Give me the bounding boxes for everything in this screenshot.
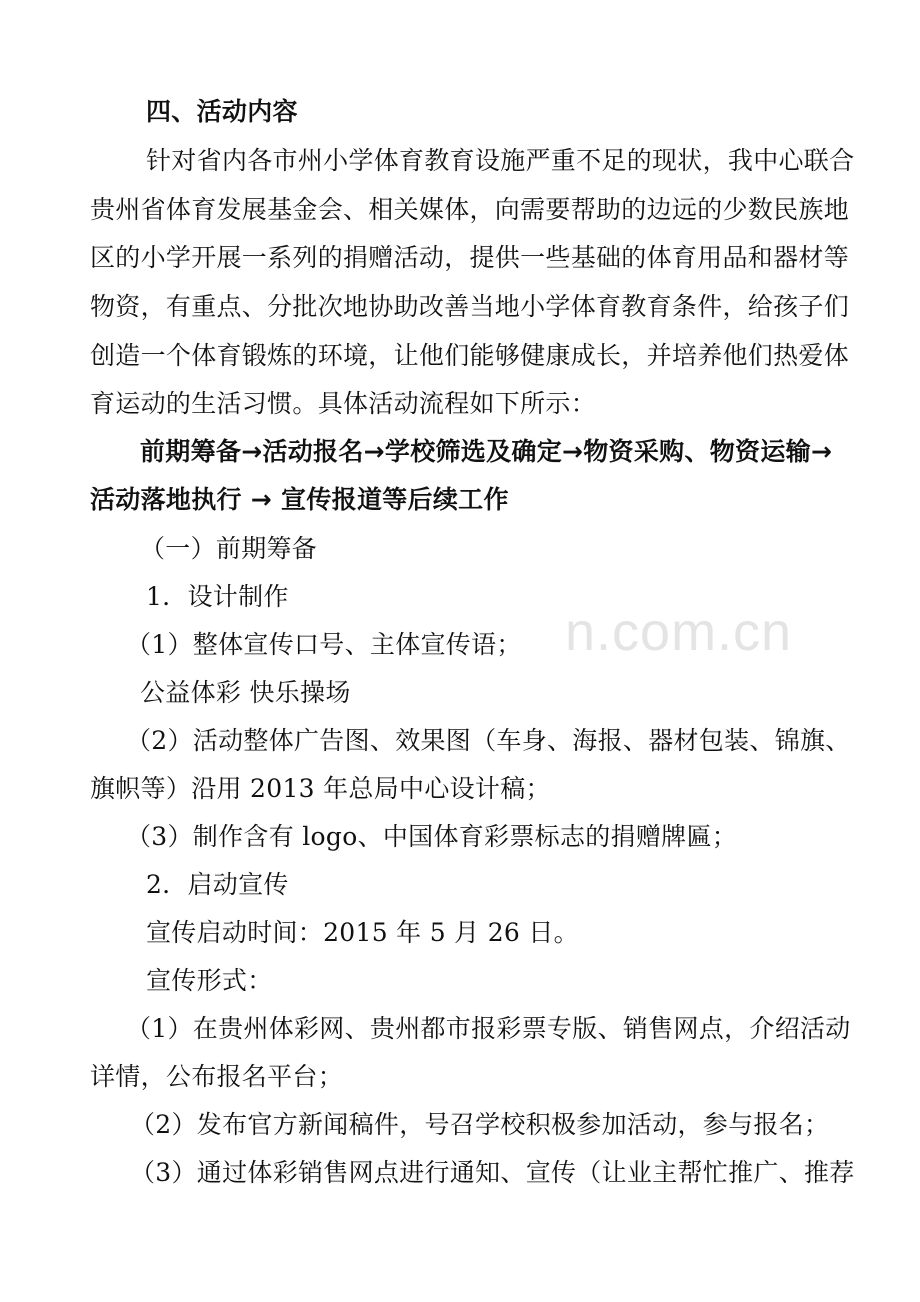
flow-line: 活动落地执行 → 宣传报道等后续工作 — [90, 485, 509, 514]
item-line: 旗帜等）沿用 2013 年总局中心设计稿； — [90, 774, 551, 803]
item-title: 2．启动宣传 — [146, 870, 289, 899]
item-line: （3）制作含有 logo、中国体育彩票标志的捐赠牌匾； — [126, 822, 738, 851]
intro-line: 物资，有重点、分批次地协助改善当地小学体育教育条件，给孩子们 — [90, 292, 850, 321]
section-heading: 四、活动内容 — [146, 97, 298, 126]
form-line: （2）发布官方新闻稿件，号召学校积极参加活动，参与报名； — [130, 1110, 830, 1139]
flow-line: 前期筹备→活动报名→学校筛选及确定→物资采购、物资运输→ — [140, 437, 833, 466]
form-line: 详情，公布报名平台； — [90, 1062, 344, 1091]
launch-time-text: 宣传启动时间：2015 年 5 月 26 日。 — [146, 918, 579, 947]
intro-line: 区的小学开展一系列的捐赠活动，提供一些基础的体育用品和器材等 — [90, 243, 850, 272]
form-label: 宣传形式： — [146, 966, 273, 995]
item-line: （1）整体宣传口号、主体宣传语； — [126, 630, 522, 659]
item-line: （2）活动整体广告图、效果图（车身、海报、器材包装、锦旗、 — [126, 726, 851, 755]
item-title: 1．设计制作 — [146, 582, 289, 611]
form-line: （3）通过体彩销售网点进行通知、宣传（让业主帮忙推广、推荐 — [130, 1158, 855, 1187]
slogan-text: 公益体彩 快乐操场 — [140, 678, 351, 707]
intro-line: 育运动的生活习惯。具体活动流程如下所示： — [90, 389, 597, 418]
intro-line: 针对省内各市州小学体育教育设施严重不足的现状，我中心联合 — [146, 146, 855, 175]
intro-line: 贵州省体育发展基金会、相关媒体，向需要帮助的边远的少数民族地 — [90, 195, 850, 224]
intro-line: 创造一个体育锻炼的环境，让他们能够健康成长，并培养他们热爱体 — [90, 341, 850, 370]
form-line: （1）在贵州体彩网、贵州都市报彩票专版、销售网点，介绍活动 — [126, 1014, 851, 1043]
subsection-title: （一）前期筹备 — [140, 534, 318, 563]
watermark: n.com.cn — [565, 602, 793, 662]
